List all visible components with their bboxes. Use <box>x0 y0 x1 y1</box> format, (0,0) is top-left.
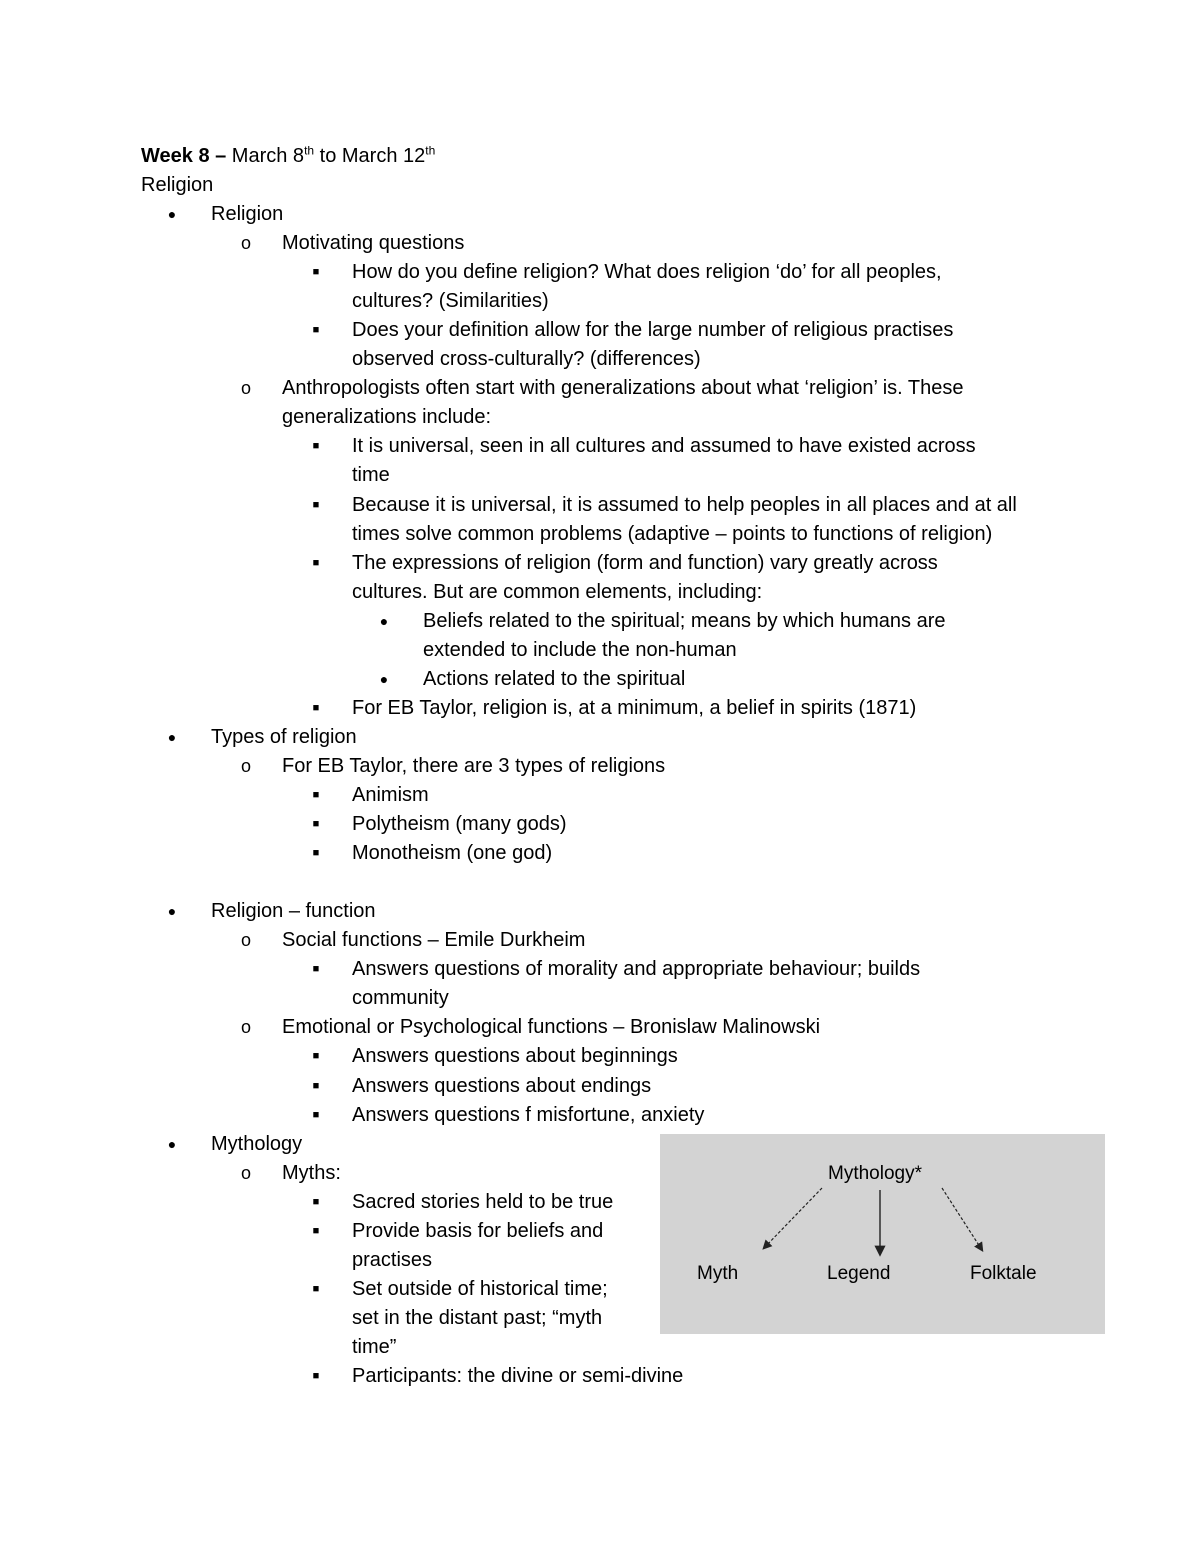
outline-item-level-3: Provide basis for beliefs and <box>352 1220 604 1242</box>
bullet-marker-level-3: ■ <box>312 324 320 336</box>
date-sup-1: th <box>304 143 315 158</box>
outline-item-level-1: Mythology <box>211 1133 303 1155</box>
bullet-marker-level-3: ■ <box>312 818 320 830</box>
week-heading <box>141 142 435 171</box>
outline-item-level-1: Religion – function <box>211 900 376 922</box>
bullet-marker-level-3: ■ <box>312 1109 320 1121</box>
outline-item-level-3: Animism <box>352 784 429 806</box>
arrow-to-folktale <box>942 1188 982 1250</box>
outline-item-level-4: Beliefs related to the spiritual; means by which humans are <box>423 610 946 632</box>
outline-item-level-2: Emotional or Psychological functions – Bronislaw Malinowski <box>282 1016 821 1038</box>
date-sup-2: th <box>425 143 436 158</box>
bullet-marker-level-3: ■ <box>312 702 320 714</box>
outline-item-level-3: Answers questions about endings <box>352 1075 652 1097</box>
bullet-marker-level-4: ● <box>379 671 389 687</box>
bullet-marker-level-3: ■ <box>312 440 320 452</box>
outline-item-level-3: Participants: the divine or semi-divine <box>352 1365 684 1387</box>
outline-item-level-3: Answers questions of morality and appropriate behaviour; builds <box>352 958 921 980</box>
outline-item-level-2: Social functions – Emile Durkheim <box>282 929 586 951</box>
outline-item-level-1: Types of religion <box>211 726 357 748</box>
outline-item-level-2: Myths: <box>282 1162 341 1184</box>
bullet-marker-level-3: ■ <box>312 499 320 511</box>
outline-item-level-3: Answers questions f misfortune, anxiety <box>352 1104 705 1126</box>
diagram-child-folktale: Folktale <box>970 1263 1037 1284</box>
outline-item-continuation: set in the distant past; “myth <box>352 1307 603 1329</box>
bullet-marker-level-1: ● <box>167 1136 177 1152</box>
outline-item-level-3: How do you define religion? What does religion ‘do’ for all peoples, <box>352 261 942 283</box>
outline-item-level-3: Set outside of historical time; <box>352 1278 608 1300</box>
bullet-marker-level-2: o <box>240 756 251 776</box>
outline-item-continuation: times solve common problems (adaptive – points to functions of religion) <box>352 523 993 545</box>
outline-item-level-3: Sacred stories held to be true <box>352 1191 614 1213</box>
date-prefix: March 8 <box>226 145 305 167</box>
bullet-marker-level-1: ● <box>167 206 177 222</box>
outline-item-level-1: Religion <box>211 203 284 225</box>
bullet-marker-level-2: o <box>240 930 251 950</box>
bullet-marker-level-3: ■ <box>312 1050 320 1062</box>
outline-item-level-3: Does your definition allow for the large number of religious practises <box>352 319 954 341</box>
bullet-marker-level-3: ■ <box>312 789 320 801</box>
outline-item-continuation: cultures. But are common elements, including: <box>352 581 763 603</box>
outline-item-level-3: Monotheism (one god) <box>352 842 553 864</box>
bullet-marker-level-2: o <box>240 233 251 253</box>
outline-item-level-3: Because it is universal, it is assumed to help peoples in all places and at all <box>352 494 1017 516</box>
bullet-marker-level-3: ■ <box>312 1283 320 1295</box>
bullet-marker-level-4: ● <box>379 613 389 629</box>
diagram-child-myth: Myth <box>697 1263 739 1284</box>
outline-item-level-3: Answers questions about beginnings <box>352 1045 678 1067</box>
diagram-root-label: Mythology* <box>828 1163 922 1184</box>
outline-item-level-4: Actions related to the spiritual <box>423 668 686 690</box>
bullet-marker-level-3: ■ <box>312 1196 320 1208</box>
outline-item-level-2: Anthropologists often start with generalizations about what ‘religion’ is. These <box>282 377 964 399</box>
bullet-marker-level-1: ● <box>167 903 177 919</box>
outline-item-level-3: The expressions of religion (form and function) vary greatly across <box>352 552 938 574</box>
bullet-marker-level-3: ■ <box>312 557 320 569</box>
bullet-marker-level-3: ■ <box>312 266 320 278</box>
outline-item-level-3: Polytheism (many gods) <box>352 813 567 835</box>
bullet-marker-level-3: ■ <box>312 847 320 859</box>
outline-item-continuation: extended to include the non-human <box>423 639 737 661</box>
outline-item-continuation: generalizations include: <box>282 406 492 428</box>
outline-item-level-3: It is universal, seen in all cultures and assumed to have existed across <box>352 435 976 457</box>
outline-item-level-3: For EB Taylor, religion is, at a minimum, a belief in spirits (1871) <box>352 697 917 719</box>
outline-item-continuation: cultures? (Similarities) <box>352 290 549 312</box>
bullet-marker-level-2: o <box>240 1017 251 1037</box>
bullet-marker-level-1: ● <box>167 729 177 745</box>
outline-item-continuation: community <box>352 987 449 1009</box>
bullet-marker-level-3: ■ <box>312 1370 320 1382</box>
week-label: Week 8 – <box>141 145 227 167</box>
bullet-marker-level-2: o <box>240 1163 251 1183</box>
bullet-marker-level-3: ■ <box>312 1080 320 1092</box>
section-title: Religion <box>141 174 214 196</box>
arrow-to-myth <box>764 1188 822 1248</box>
bullet-marker-level-2: o <box>240 378 251 398</box>
diagram-child-legend: Legend <box>827 1263 891 1284</box>
bullet-marker-level-3: ■ <box>312 963 320 975</box>
outline-item-continuation: observed cross-culturally? (differences) <box>352 348 701 370</box>
outline-item-level-2: Motivating questions <box>282 232 465 254</box>
bullet-marker-level-3: ■ <box>312 1225 320 1237</box>
mythology-diagram <box>660 1134 1105 1334</box>
outline-item-continuation: time <box>352 464 390 486</box>
outline-item-level-2: For EB Taylor, there are 3 types of religions <box>282 755 666 777</box>
date-mid: to March 12 <box>314 145 426 167</box>
outline-item-continuation: time” <box>352 1336 397 1358</box>
outline-item-continuation: practises <box>352 1249 433 1271</box>
